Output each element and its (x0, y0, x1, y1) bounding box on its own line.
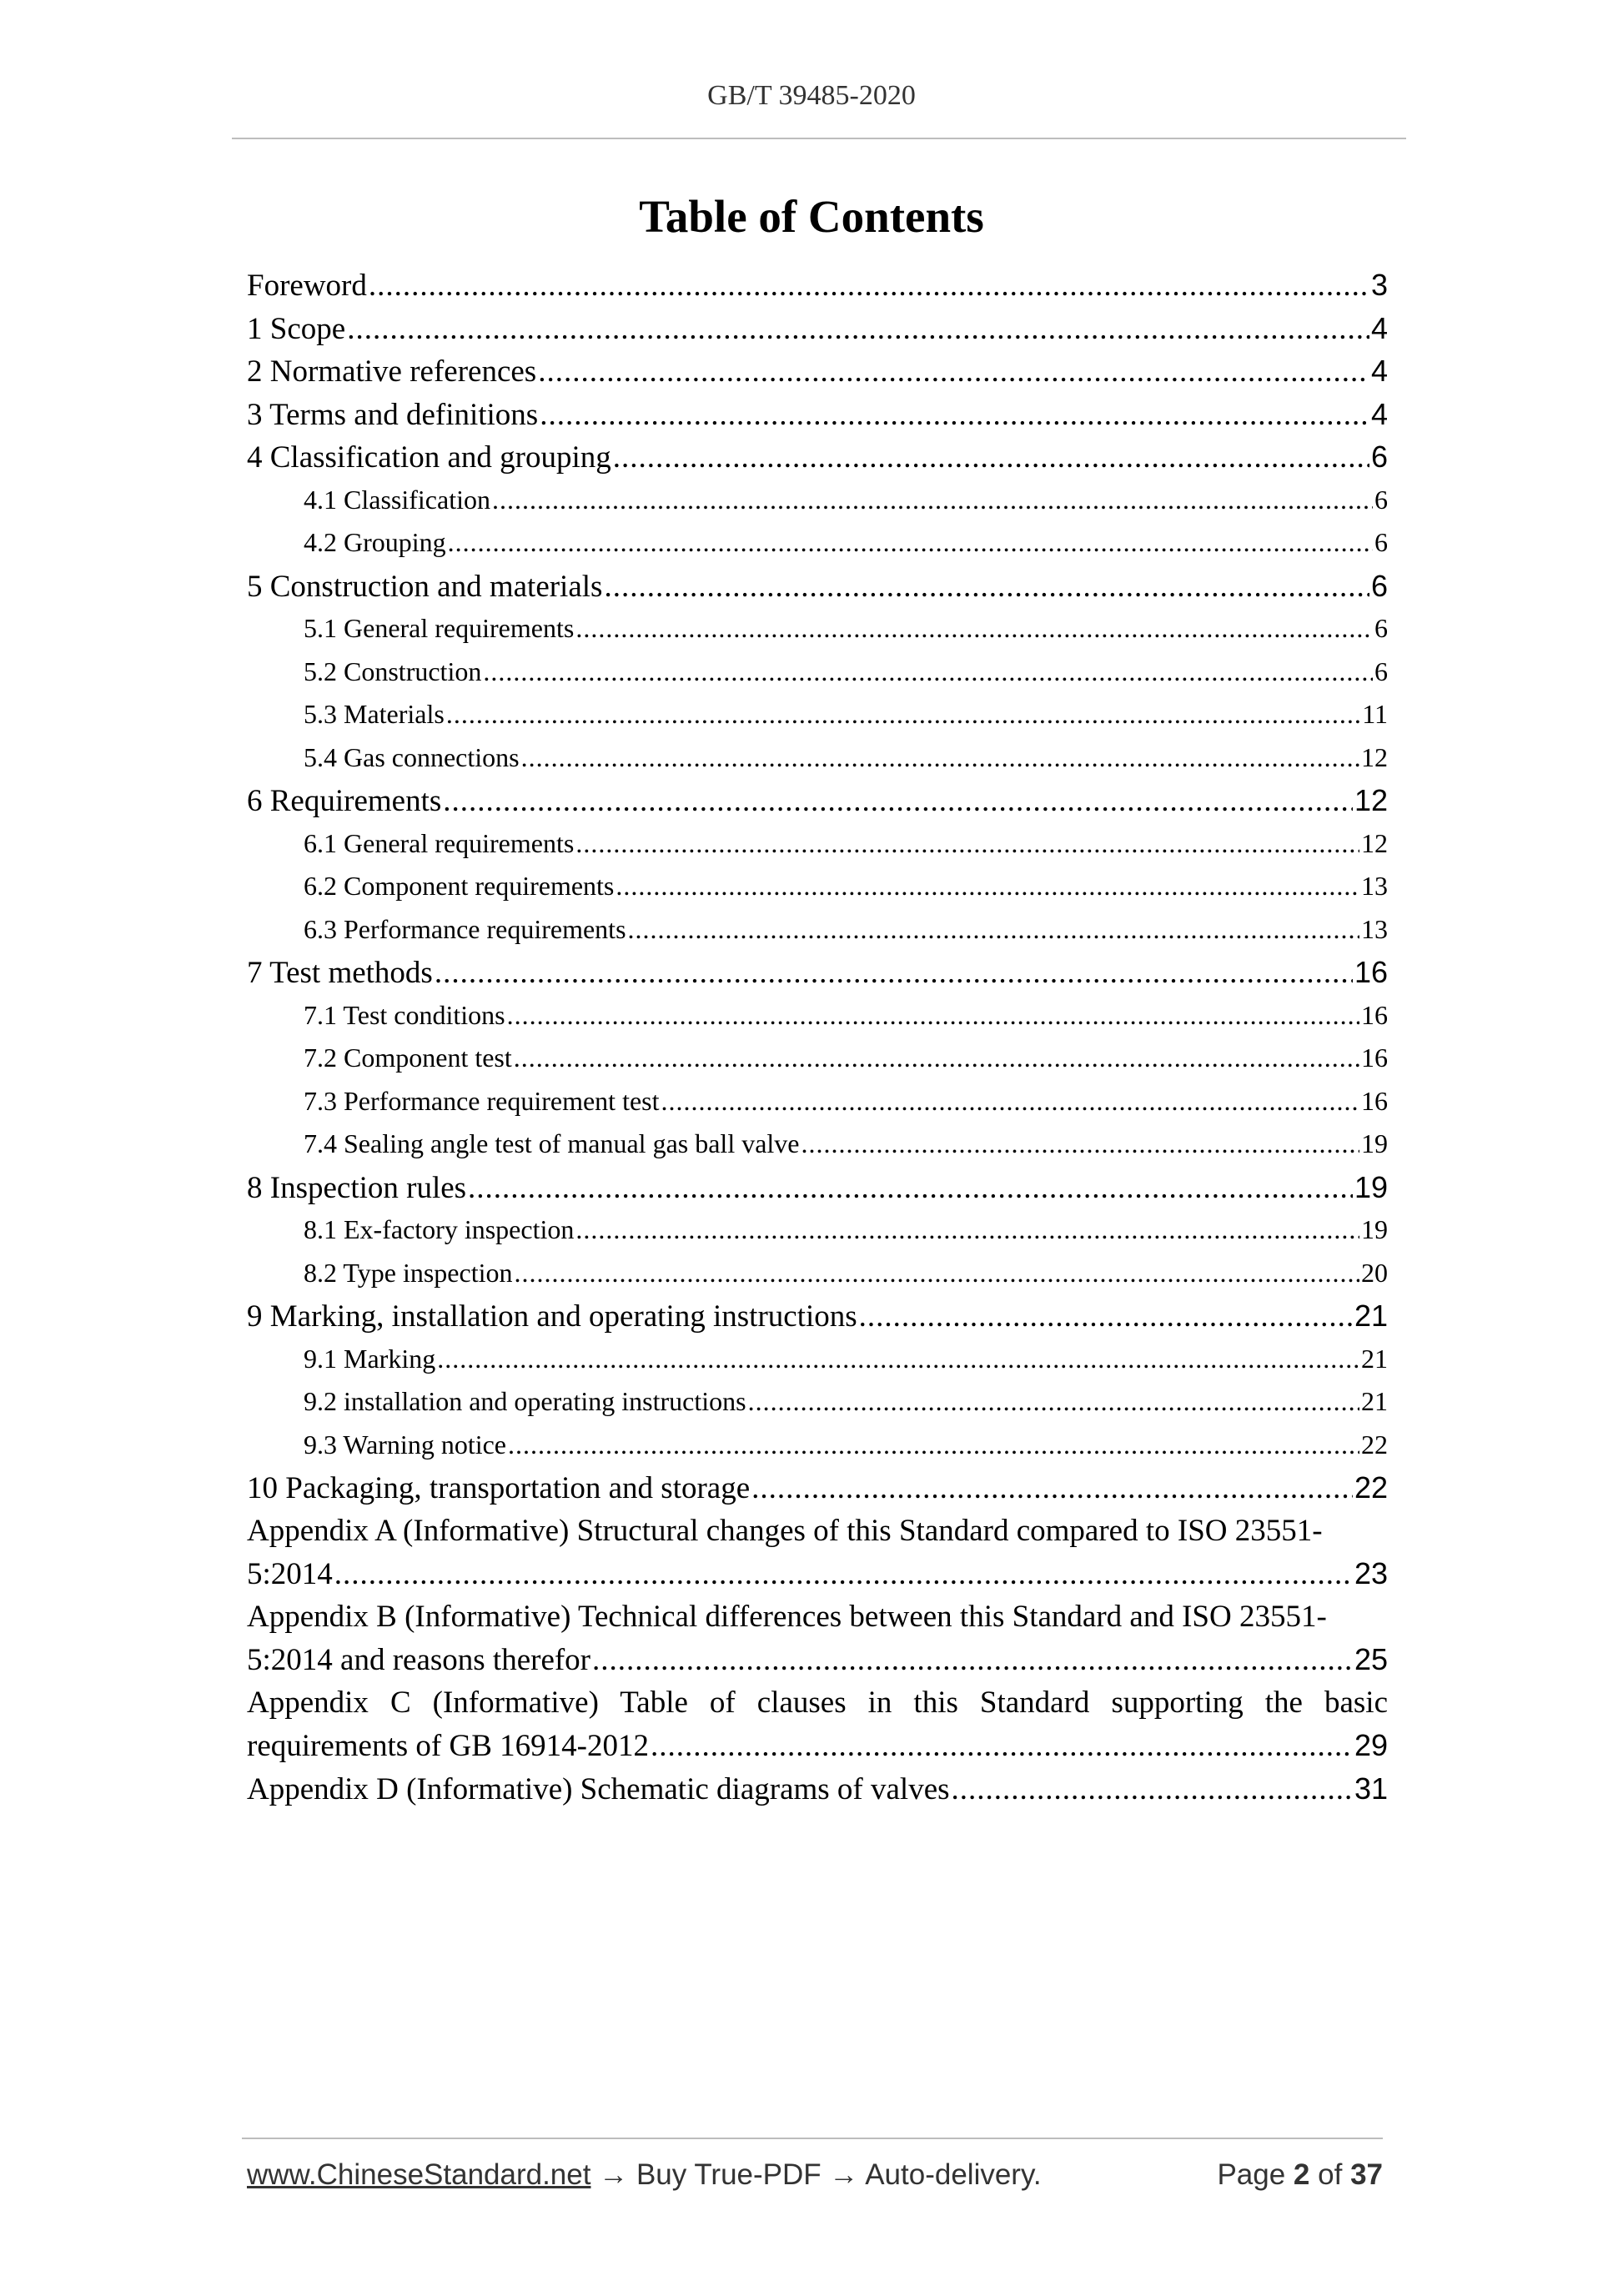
toc-label: 10 Packaging, transportation and storage (247, 1471, 751, 1505)
toc-leader-dots (446, 693, 1360, 736)
toc-entry-7-2[interactable] (247, 1037, 1388, 1080)
toc-label: 7.3 Performance requirement test (304, 1085, 660, 1116)
toc-leader-dots (514, 1037, 1359, 1080)
toc-page-number: 12 (1361, 741, 1388, 772)
toc-entry-inspection-rules[interactable] (247, 1166, 1388, 1209)
toc-label: 7.4 Sealing angle test of manual gas ball valve (304, 1128, 800, 1158)
toc-entry-foreword[interactable] (247, 264, 1388, 307)
toc-leader-dots (538, 350, 1369, 394)
toc-page-number: 16 (1361, 999, 1388, 1030)
toc-entry-appendix-b-last-line (247, 1638, 1388, 1681)
toc-label: Foreword (247, 269, 367, 303)
toc-label: 7.2 Component test (304, 1042, 512, 1073)
toc-label-line: Appendix A (Informative) Structural changes of this Standard compared to ISO 23551- (247, 1513, 1323, 1548)
toc-leader-dots (575, 607, 1373, 651)
toc-page-number: 19 (1361, 1214, 1388, 1244)
toc-label: 8 Inspection rules (247, 1170, 467, 1205)
toc-entry-7-3[interactable] (247, 1080, 1388, 1123)
toc-page-number: 6 (1374, 656, 1388, 686)
toc-label: 7.1 Test conditions (304, 999, 505, 1030)
toc-entry-appendix-d[interactable] (247, 1767, 1388, 1811)
toc-entry-9-2[interactable] (247, 1380, 1388, 1424)
toc-label: 9 Marking, installation and operating instructions (247, 1299, 857, 1334)
toc-page-number: 6 (1374, 613, 1388, 643)
of-word: of (1318, 2158, 1343, 2191)
toc-label: 4.2 Grouping (304, 527, 446, 557)
toc-entry-5-2[interactable] (247, 651, 1388, 694)
toc-leader-dots (751, 1467, 1353, 1510)
toc-entry-9-1[interactable] (247, 1338, 1388, 1381)
toc-label: 9.1 Marking (304, 1343, 436, 1374)
toc-entry-terms-and-definitions[interactable] (247, 393, 1388, 436)
toc-page-number: 21 (1361, 1386, 1388, 1416)
toc-entry-8-2[interactable] (247, 1252, 1388, 1295)
buy-true-pdf-text: Buy True-PDF (636, 2158, 822, 2191)
toc-page-number: 22 (1361, 1429, 1388, 1459)
toc-leader-dots (801, 1123, 1360, 1166)
toc-leader-dots (521, 736, 1359, 780)
toc-leader-dots (514, 1252, 1359, 1295)
toc-label: 7 Test methods (247, 956, 433, 990)
toc-leader-dots (483, 651, 1373, 694)
toc-entry-scope[interactable] (247, 307, 1388, 350)
toc-leader-dots (575, 1208, 1359, 1252)
toc-leader-dots (369, 264, 1369, 308)
toc-entry-6-3[interactable] (247, 908, 1388, 952)
toc-page-number: 19 (1361, 1128, 1388, 1158)
toc-label: 1 Scope (247, 311, 346, 346)
toc-page-number: 20 (1361, 1257, 1388, 1288)
page-word: Page (1217, 2158, 1286, 2191)
toc-entry-appendix-a-last-line (247, 1552, 1388, 1595)
toc-leader-dots (437, 1338, 1359, 1381)
toc-page-number: 13 (1361, 913, 1388, 944)
toc-page-number: 6 (1374, 484, 1388, 515)
toc-leader-dots (592, 1639, 1353, 1682)
toc-label: 8.2 Type inspection (304, 1257, 513, 1288)
toc-entry-5-1[interactable] (247, 607, 1388, 651)
toc-label: 5.2 Construction (304, 656, 482, 686)
toc-leader-dots (575, 822, 1359, 866)
page-title: Table of Contents (639, 191, 984, 242)
toc-entry-appendix-c-last-line (247, 1724, 1388, 1767)
auto-delivery-text: Auto-delivery. (865, 2158, 1042, 2191)
toc-entry-appendix-b[interactable] (247, 1595, 1388, 1681)
toc-entry-test-methods[interactable] (247, 951, 1388, 994)
toc-leader-dots (334, 1553, 1353, 1596)
total-pages-number: 37 (1350, 2158, 1383, 2191)
toc-label: 5 Construction and materials (247, 569, 603, 604)
toc-leader-dots (507, 994, 1359, 1037)
toc-page-number: 13 (1361, 871, 1388, 901)
footer-left (247, 2158, 1042, 2192)
toc-page-number: 6 (1374, 527, 1388, 557)
toc-page-number: 21 (1361, 1343, 1388, 1374)
toc-label: 4 Classification and grouping (247, 440, 611, 475)
toc-label: 5.1 General requirements (304, 613, 575, 643)
toc-page-number: 23 (1354, 1556, 1388, 1590)
toc-leader-dots (604, 565, 1369, 609)
toc-leader-dots (347, 308, 1369, 351)
toc-label: 5.4 Gas connections (304, 741, 520, 772)
toc-label: 9.3 Warning notice (304, 1429, 506, 1459)
footer-divider (242, 2138, 1383, 2139)
toc-page-number: 25 (1354, 1642, 1388, 1676)
toc-label: 2 Normative references (247, 354, 537, 389)
toc-page-number: 19 (1354, 1169, 1388, 1204)
toc-label: 5:2014 (247, 1557, 333, 1591)
toc-entry-6-2[interactable] (247, 865, 1388, 908)
toc-leader-dots (448, 521, 1373, 565)
toc-page-number: 3 (1370, 268, 1388, 302)
toc-entry-4-1[interactable] (247, 479, 1388, 522)
toc-label-line: Appendix C (Informative) Table of clauses in this Standard supporting the basic (247, 1685, 1388, 1720)
page-indicator (1217, 2158, 1383, 2192)
toc-label: 5:2014 and reasons therefor (247, 1643, 591, 1677)
toc-leader-dots (540, 394, 1369, 437)
toc-page-number: 21 (1354, 1299, 1388, 1333)
toc-leader-dots (435, 952, 1353, 995)
toc-page-number: 16 (1354, 955, 1388, 989)
toc-label: 4.1 Classification (304, 484, 490, 515)
toc-entry-9-3[interactable] (247, 1424, 1388, 1467)
toc-entry-5-4[interactable] (247, 736, 1388, 780)
toc-page-number: 11 (1362, 699, 1388, 729)
toc-leader-dots (613, 436, 1369, 480)
current-page-number: 2 (1293, 2158, 1310, 2191)
toc-label: 3 Terms and definitions (247, 397, 539, 432)
toc-label: 6.3 Performance requirements (304, 913, 626, 944)
page-footer (247, 2158, 1383, 2200)
toc-entry-8-1[interactable] (247, 1208, 1388, 1252)
toc-leader-dots (628, 908, 1359, 952)
toc-leader-dots (859, 1295, 1353, 1339)
toc-leader-dots (952, 1768, 1353, 1811)
toc-page-number: 4 (1370, 354, 1388, 388)
toc-page-number: 31 (1354, 1771, 1388, 1806)
toc-leader-dots (651, 1725, 1353, 1768)
toc-label: requirements of GB 16914-2012 (247, 1729, 649, 1763)
toc-entry-6-1[interactable] (247, 822, 1388, 866)
arrow-icon: → (829, 2158, 859, 2191)
toc-leader-dots (508, 1424, 1359, 1467)
toc-page-number: 22 (1354, 1470, 1388, 1505)
toc-leader-dots (661, 1080, 1360, 1123)
toc-page-number: 6 (1370, 568, 1388, 603)
toc-entry-packaging[interactable] (247, 1466, 1388, 1510)
toc-label: 8.1 Ex-factory inspection (304, 1214, 575, 1244)
toc-page-number: 12 (1361, 827, 1388, 858)
arrow-icon: → (599, 2158, 629, 2191)
page-header: GB/T 39485-2020 (707, 80, 916, 111)
toc-entry-5-3[interactable] (247, 693, 1388, 736)
toc-label: 6.1 General requirements (304, 827, 575, 858)
toc-leader-dots (492, 479, 1373, 522)
toc-label: 6.2 Component requirements (304, 871, 615, 901)
toc-label: Appendix D (Informative) Schematic diagrams of valves (247, 1771, 950, 1806)
toc-entry-construction-and-materials[interactable] (247, 565, 1388, 608)
toc-entry-normative-references[interactable] (247, 349, 1388, 393)
toc-entry-appendix-c[interactable] (247, 1681, 1388, 1767)
toc-entry-classification-and-grouping[interactable] (247, 435, 1388, 479)
website-link[interactable]: www.ChineseStandard.net (247, 2158, 591, 2191)
table-of-contents (247, 264, 1388, 1810)
toc-page-number: 4 (1370, 310, 1388, 345)
toc-leader-dots (616, 865, 1359, 908)
toc-page-number: 29 (1354, 1728, 1388, 1762)
toc-entry-marking-installation[interactable] (247, 1294, 1388, 1338)
toc-page-number: 12 (1354, 783, 1388, 817)
toc-leader-dots (443, 780, 1353, 823)
header-divider (232, 138, 1406, 139)
toc-label: 5.3 Materials (304, 699, 445, 729)
toc-page-number: 6 (1370, 440, 1388, 474)
toc-label: 9.2 installation and operating instructions (304, 1386, 746, 1416)
toc-entry-7-1[interactable] (247, 994, 1388, 1037)
toc-entry-4-2[interactable] (247, 521, 1388, 565)
toc-label-line: Appendix B (Informative) Technical differences between this Standard and ISO 23551- (247, 1599, 1327, 1634)
toc-leader-dots (468, 1167, 1353, 1210)
toc-leader-dots (748, 1380, 1359, 1424)
toc-entry-appendix-a[interactable] (247, 1510, 1388, 1595)
toc-label: 6 Requirements (247, 784, 442, 818)
toc-entry-requirements[interactable] (247, 779, 1388, 822)
toc-page-number: 16 (1361, 1085, 1388, 1116)
toc-page-number: 4 (1370, 396, 1388, 431)
toc-page-number: 16 (1361, 1042, 1388, 1073)
toc-entry-7-4[interactable] (247, 1123, 1388, 1166)
